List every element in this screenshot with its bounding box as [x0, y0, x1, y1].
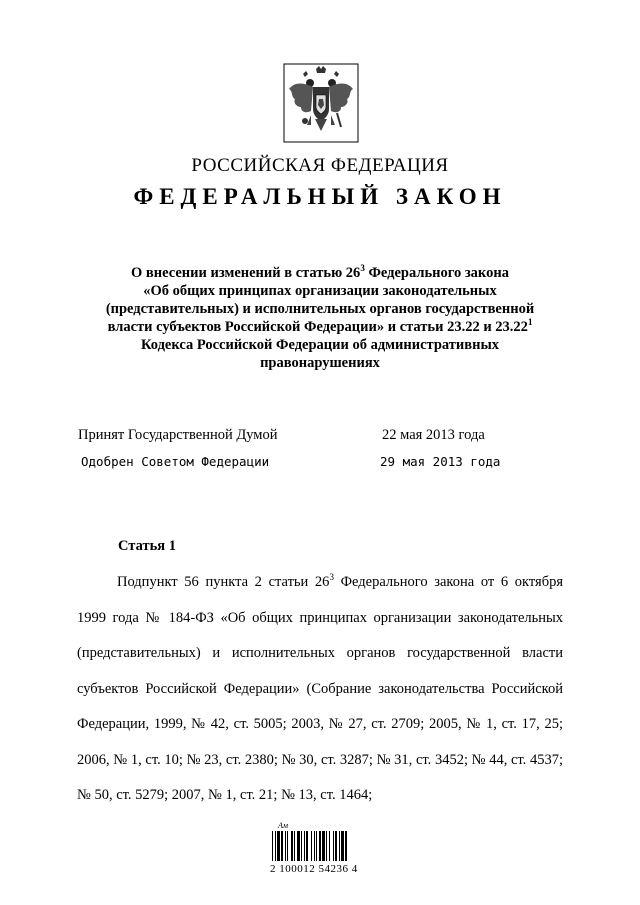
law-title-line: (представительных) и исполнительных органов государственной — [105, 301, 535, 317]
coat-of-arms-emblem — [283, 63, 359, 143]
duma-adoption-date: 22 мая 2013 года — [382, 427, 485, 443]
law-title-line-text: О внесении изменений в статью 26 — [131, 265, 361, 281]
law-title-line-text: Федерального закона — [364, 265, 509, 281]
law-title-line: правонарушениях — [260, 355, 380, 371]
article-heading: Статья 1 — [118, 538, 176, 554]
council-approval-date: 29 мая 2013 года — [380, 454, 501, 469]
barcode-bars — [272, 831, 370, 861]
law-title-line — [80, 264, 560, 282]
superscript: 3 — [329, 572, 334, 583]
article-paragraph — [77, 565, 563, 814]
article-text: Подпункт 56 пункта 2 статьи 26 — [117, 574, 330, 590]
duma-adoption-label: Принят Государственной Думой — [78, 427, 278, 443]
council-approval-label: Одобрен Советом Федерации — [81, 454, 270, 469]
barcode-number: 2 100012 54236 4 — [270, 863, 358, 875]
superscript: 3 — [360, 263, 365, 274]
adoption-council-row — [78, 454, 558, 474]
law-title — [80, 264, 560, 372]
superscript: 1 — [527, 317, 533, 328]
law-title-line: Кодекса Российской Федерации об административных — [140, 337, 500, 353]
document-type: ФЕДЕРАЛЬНЫЙ ЗАКОН — [133, 184, 507, 209]
law-title-line-text: власти субъектов Российской Федерации» и статьи 23.22 и 23.22 — [107, 319, 528, 335]
country-name: РОССИЙСКАЯ ФЕДЕРАЦИЯ — [191, 155, 449, 176]
law-title-line — [80, 318, 560, 336]
article-text: Федерального закона от 6 октября 1999 года № 184-ФЗ «Об общих принципах организации законодательных (представительных) и исполнительных органов государственной власти субъектов Российской Федерации» (Собрание законодательства Российской Федерации, 1999, № 42, ст. 5005; 2003, № 27, ст. 2709; 2005, № 1, ст. 17, 25; 2006, № 1, ст. 10; № 23, ст. 2380; № 30, ст. 3287; № 31, ст. 3452; № 44, ст. 4537; № 50, ст. 5279; 2007, № 1, ст. 21; № 13, ст. 1464; — [77, 574, 563, 803]
barcode — [272, 823, 372, 883]
law-title-line: «Об общих принципах организации законодательных — [143, 283, 497, 299]
article-body — [77, 565, 563, 814]
adoption-duma-row — [78, 427, 558, 447]
barcode-mark: Ам — [278, 821, 288, 830]
